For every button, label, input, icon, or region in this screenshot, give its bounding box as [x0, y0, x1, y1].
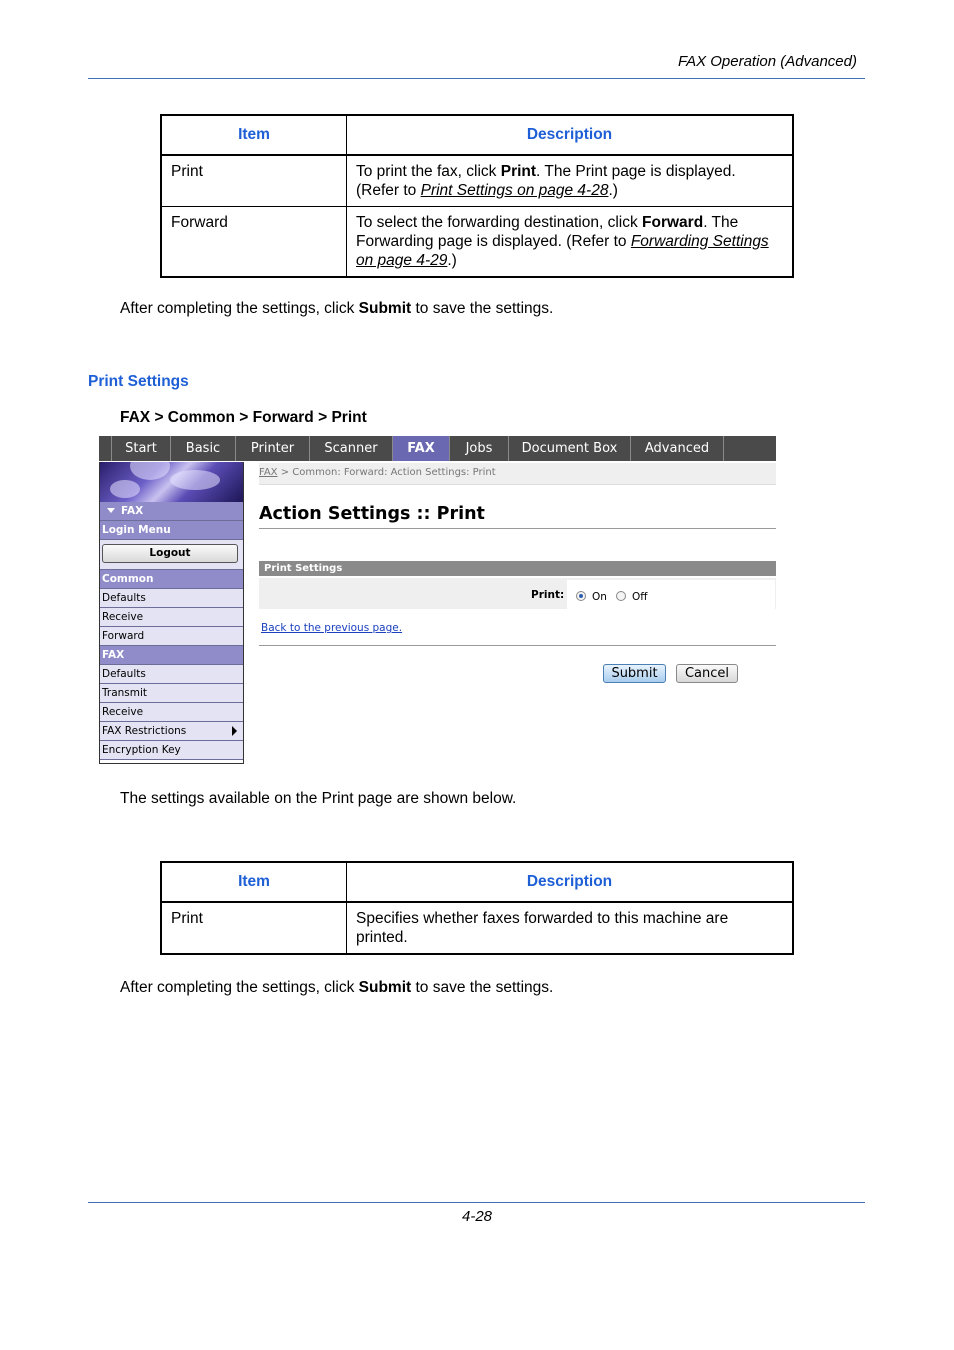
footer-rule — [88, 1202, 865, 1203]
description-cell: Specifies whether faxes forwarded to this machine are printed. — [347, 902, 794, 954]
chevron-right-icon — [232, 726, 237, 736]
print-on-label: On — [592, 591, 607, 603]
table-row — [161, 902, 793, 954]
item-cell: Print — [161, 155, 347, 207]
col-description-header: Description — [347, 115, 794, 155]
desc-text: To select the forwarding destination, click — [356, 214, 643, 231]
bottom-divider — [259, 645, 776, 646]
tab-printer[interactable]: Printer — [235, 436, 309, 461]
para-bold: Submit — [358, 300, 412, 317]
sidebar — [99, 462, 244, 764]
xref-link[interactable]: Print Settings on page 4-28 — [420, 182, 609, 199]
menu-path: FAX > Common > Forward > Print — [120, 409, 367, 426]
col-item-header: Item — [161, 115, 347, 155]
description-cell — [347, 207, 794, 278]
print-off-label: Off — [632, 591, 648, 603]
sidebar-header-fax[interactable] — [100, 502, 243, 521]
col-item-header: Item — [161, 862, 347, 902]
sidebar-item-common-forward[interactable]: Forward — [100, 627, 243, 646]
breadcrumb — [259, 463, 776, 485]
tab-jobs[interactable]: Jobs — [449, 436, 508, 461]
tab-document-box[interactable]: Document Box — [508, 436, 630, 461]
para-text: After completing the settings, click — [120, 300, 359, 317]
tab-start[interactable]: Start — [111, 436, 170, 461]
tab-fax[interactable]: FAX — [392, 436, 449, 461]
banner-image — [100, 462, 243, 502]
sidebar-item-encryption-key[interactable]: Encryption Key — [100, 741, 243, 760]
print-field-label: Print: — [531, 589, 565, 601]
desc-bold: Forward — [642, 214, 704, 231]
desc-text: To print the fax, click — [356, 163, 501, 180]
para-text: to save the settings. — [411, 300, 554, 317]
table-row — [161, 207, 793, 278]
tab-advanced[interactable]: Advanced — [630, 436, 723, 461]
sidebar-item-fax-defaults[interactable]: Defaults — [100, 665, 243, 684]
xref-link[interactable]: Forwarding Settings on page 4-29 — [356, 233, 769, 269]
page-title: Action Settings :: Print — [259, 504, 485, 524]
back-link[interactable]: Back to the previous page. — [261, 622, 403, 634]
item-cell: Forward — [161, 207, 347, 278]
tab-scanner[interactable]: Scanner — [309, 436, 392, 461]
banner-petal — [110, 480, 140, 498]
banner-petal — [170, 470, 220, 490]
para-text: After completing the settings, click — [120, 979, 359, 996]
print-on-radio[interactable] — [576, 591, 586, 601]
sidebar-item-common-defaults[interactable]: Defaults — [100, 589, 243, 608]
breadcrumb-rest: > Common: Forward: Action Settings: Print — [280, 467, 496, 478]
tab-spacer — [99, 436, 111, 461]
tab-basic[interactable]: Basic — [170, 436, 235, 461]
sidebar-item-fax-transmit[interactable]: Transmit — [100, 684, 243, 703]
desc-bold: Print — [500, 163, 537, 180]
paragraph-submit-note — [120, 300, 553, 318]
section-heading: Print Settings — [88, 373, 189, 390]
desc-text: .) — [447, 252, 457, 269]
paragraph-submit-note-2 — [120, 979, 553, 997]
settings-section-bar: Print Settings — [259, 561, 776, 576]
sidebar-label: FAX Restrictions — [102, 725, 187, 737]
desc-text: . The Print page is displayed. (Refer to — [356, 163, 736, 199]
breadcrumb-link-fax[interactable]: FAX — [259, 467, 278, 478]
page-number: 4-28 — [461, 1208, 493, 1225]
item-cell: Print — [161, 902, 347, 954]
cancel-button[interactable]: Cancel — [676, 664, 738, 683]
col-description-header: Description — [347, 862, 794, 902]
running-header: FAX Operation (Advanced) — [678, 53, 857, 70]
para-bold: Submit — [358, 979, 412, 996]
desc-text: .) — [608, 182, 618, 199]
sidebar-label: FAX — [121, 505, 144, 517]
top-tab-bar — [99, 436, 776, 461]
para-text: to save the settings. — [411, 979, 554, 996]
tab-filler — [723, 436, 776, 461]
logout-button[interactable]: Logout — [102, 544, 238, 563]
chevron-down-icon — [107, 508, 115, 513]
description-cell — [347, 155, 794, 207]
sidebar-login-menu: Login Menu — [100, 521, 243, 540]
sidebar-group-fax[interactable]: FAX — [100, 646, 243, 665]
embedded-screenshot — [99, 436, 776, 764]
title-divider — [259, 528, 776, 529]
print-off-radio[interactable] — [616, 591, 626, 601]
submit-button[interactable]: Submit — [603, 664, 666, 683]
table-row — [161, 155, 793, 207]
sidebar-group-common[interactable]: Common — [100, 570, 243, 589]
sidebar-item-common-receive[interactable]: Receive — [100, 608, 243, 627]
paragraph-settings-intro: The settings available on the Print page are shown below. — [120, 790, 517, 807]
items-table-2 — [160, 861, 794, 955]
logout-wrap — [100, 540, 243, 570]
header-rule — [88, 78, 865, 79]
sidebar-item-fax-receive[interactable]: Receive — [100, 703, 243, 722]
sidebar-item-fax-restrictions[interactable] — [100, 722, 243, 741]
items-table-1 — [160, 114, 794, 278]
desc-text: . The Forwarding page is displayed. (Refer to — [356, 214, 739, 250]
banner-petal — [130, 462, 170, 480]
